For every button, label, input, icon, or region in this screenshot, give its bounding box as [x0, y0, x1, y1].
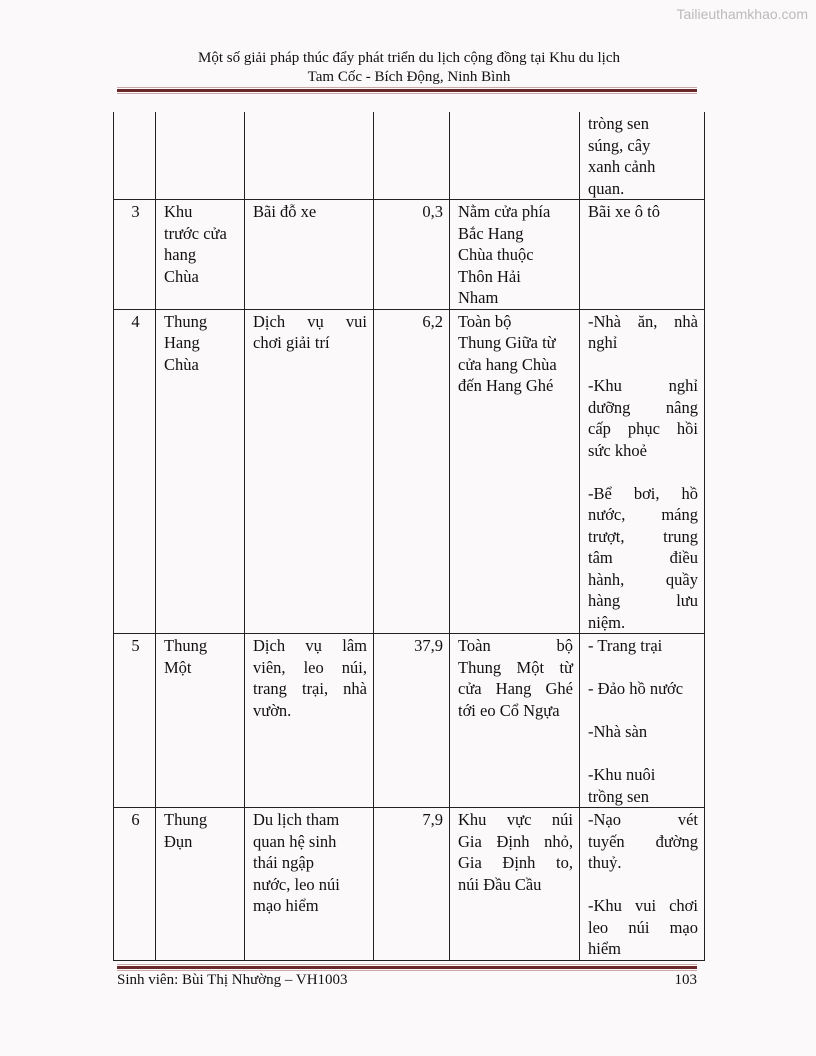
cell-text-line: sức khoẻ	[588, 440, 647, 460]
cell-text-line: -Nhà ăn, nhà	[588, 311, 698, 331]
table-row	[114, 634, 705, 808]
running-header	[113, 49, 705, 87]
cell-text-line: vườn.	[253, 700, 292, 720]
paragraph-gap	[588, 743, 698, 765]
cell-text-line: nước, máng	[588, 505, 698, 524]
table-row	[114, 808, 705, 961]
cell-text-line: Bắc Hang	[458, 223, 524, 243]
cell-text-line: Chùa	[164, 354, 199, 374]
cell-text-line: chơi giải trí	[253, 333, 330, 352]
cell-text-line: cửa Hang Ghé	[458, 679, 573, 698]
paragraph-gap	[588, 354, 698, 376]
cell-facilities	[580, 200, 705, 310]
cell-text-line: Đụn	[164, 831, 193, 851]
cell-text-line: -Nạo vét	[588, 810, 698, 829]
cell-text-line: Chùa	[164, 266, 199, 286]
table-row	[114, 200, 705, 310]
header-line-1: Một số giải pháp thúc đẩy phát triển du lịch cộng đồng tại Khu du lịch	[197, 50, 620, 66]
cell-text-line: hàng lưu	[588, 591, 698, 610]
cell-text-line: tâm điều	[588, 548, 698, 567]
paragraph-gap	[588, 700, 698, 722]
cell-text-line: thuỷ.	[588, 853, 622, 872]
cell-text-line: Dịch vụ lâm	[253, 636, 367, 655]
cell-facilities	[580, 634, 705, 808]
cell-function	[245, 634, 374, 808]
cell-text-line: Bãi xe ô tô	[588, 202, 660, 221]
cell-text-line: Một	[164, 657, 192, 677]
cell-text-line: dưỡng nâng	[588, 397, 698, 417]
cell-text-line: Du lịch tham	[253, 810, 340, 829]
cell-zone	[156, 200, 245, 310]
cell-text-line: Toàn bộ	[458, 636, 573, 655]
cell-text-line: mạo hiểm	[253, 896, 319, 915]
cell-text-line: -Khu vui chơi	[588, 896, 698, 915]
cell-text-line: 4	[131, 311, 140, 331]
cell-stt	[114, 112, 156, 200]
cell-function	[245, 309, 374, 634]
cell-text-line: trước cửa	[164, 223, 227, 243]
planning-table	[113, 112, 705, 961]
cell-text-line: nghỉ	[588, 333, 618, 352]
cell-location	[450, 200, 580, 310]
cell-stt	[114, 808, 156, 961]
cell-text-line: xanh cảnh	[588, 157, 656, 176]
cell-text-line: Gia Định to,	[458, 853, 573, 872]
cell-text-line: -Bể bơi, hồ	[588, 483, 698, 503]
cell-area-ha	[374, 808, 450, 961]
cell-text-line: Thung	[164, 810, 208, 829]
cell-text-line: Thung Một từ	[458, 657, 573, 677]
cell-text-line: hành, quầy	[588, 569, 698, 589]
cell-text-line: Thôn Hải	[458, 266, 521, 286]
table-row	[114, 309, 705, 634]
cell-function	[245, 808, 374, 961]
cell-text-line: viên, leo núi,	[253, 657, 367, 677]
cell-zone	[156, 634, 245, 808]
cell-text-line: Dịch vụ vui	[253, 311, 367, 331]
cell-area-ha	[374, 112, 450, 200]
cell-text-line: 5	[131, 636, 140, 655]
cell-text-line: Thung	[164, 311, 208, 331]
cell-area-ha	[374, 200, 450, 310]
cell-stt	[114, 634, 156, 808]
paragraph-gap	[588, 657, 698, 679]
cell-text-line: Khu vực núi	[458, 810, 573, 829]
cell-location	[450, 112, 580, 200]
cell-text-line: Nằm cửa phía	[458, 202, 551, 221]
cell-text-line: hiểm	[588, 939, 621, 958]
cell-text-line: cửa hang Chùa	[458, 354, 557, 374]
cell-zone	[156, 808, 245, 961]
cell-text-line: trượt, trung	[588, 526, 698, 546]
cell-text-line: quan hệ sinh	[253, 831, 337, 851]
watermark: Tailieuthamkhao.com	[676, 6, 808, 22]
cell-text-line: Chùa thuộc	[458, 245, 534, 264]
cell-stt	[114, 309, 156, 634]
cell-text-line: 37,9	[414, 636, 443, 655]
cell-text-line: Nham	[458, 288, 499, 307]
cell-text-line: Gia Định nhỏ,	[458, 831, 573, 851]
cell-text-line: 3	[131, 202, 140, 221]
cell-text-line: 6	[131, 810, 140, 829]
header-rule	[117, 87, 697, 94]
cell-text-line: -Khu nghỉ	[588, 376, 698, 395]
cell-text-line: tới eo Cổ Ngựa	[458, 700, 560, 720]
cell-zone	[156, 112, 245, 200]
student-name: Sinh viên: Bùi Thị Nhường – VH1003	[117, 972, 348, 988]
footer-rule	[117, 964, 697, 971]
cell-facilities	[580, 808, 705, 961]
cell-text-line: - Trang trại	[588, 636, 663, 655]
page-number: 103	[674, 972, 697, 988]
cell-text-line: 6,2	[422, 311, 443, 331]
cell-text-line: -Nhà sàn	[588, 722, 648, 741]
cell-area-ha	[374, 634, 450, 808]
header-line-2: Tam Cốc - Bích Động, Ninh Bình	[307, 69, 511, 85]
cell-text-line: Thung Giữa từ	[458, 333, 556, 352]
cell-text-line: quan.	[588, 178, 625, 198]
cell-zone	[156, 309, 245, 634]
cell-text-line: Khu	[164, 202, 193, 221]
cell-text-line: tròng sen	[588, 114, 649, 133]
cell-text-line: súng, cây	[588, 135, 651, 155]
running-footer	[117, 972, 697, 989]
cell-text-line: Thung	[164, 636, 208, 655]
cell-function	[245, 112, 374, 200]
cell-facilities	[580, 309, 705, 634]
cell-text-line: tuyến đường	[588, 831, 698, 851]
cell-text-line: niệm.	[588, 612, 626, 632]
cell-text-line: - Đảo hồ nước	[588, 679, 684, 698]
cell-text-line: Toàn bộ	[458, 311, 512, 331]
cell-location	[450, 309, 580, 634]
cell-text-line: 0,3	[422, 202, 443, 221]
cell-text-line: 7,9	[422, 810, 443, 829]
cell-text-line: hang	[164, 245, 197, 264]
table-row	[114, 112, 705, 200]
cell-text-line: nước, leo núi	[253, 874, 340, 894]
cell-text-line: trang trại, nhà	[253, 679, 367, 698]
cell-facilities	[580, 112, 705, 200]
cell-text-line: Hang	[164, 333, 200, 352]
cell-area-ha	[374, 309, 450, 634]
paragraph-gap	[588, 461, 698, 483]
cell-text-line: cấp phục hồi	[588, 419, 698, 438]
cell-text-line: leo núi mạo	[588, 917, 698, 937]
cell-stt	[114, 200, 156, 310]
paragraph-gap	[588, 874, 698, 896]
cell-function	[245, 200, 374, 310]
cell-text-line: Bãi đỗ xe	[253, 202, 317, 221]
cell-text-line: núi Đầu Cầu	[458, 874, 542, 894]
cell-location	[450, 634, 580, 808]
cell-text-line: thái ngập	[253, 853, 314, 872]
cell-location	[450, 808, 580, 961]
cell-text-line: đến Hang Ghé	[458, 376, 554, 395]
cell-text-line: -Khu nuôi	[588, 765, 656, 784]
cell-text-line: trồng sen	[588, 786, 649, 806]
